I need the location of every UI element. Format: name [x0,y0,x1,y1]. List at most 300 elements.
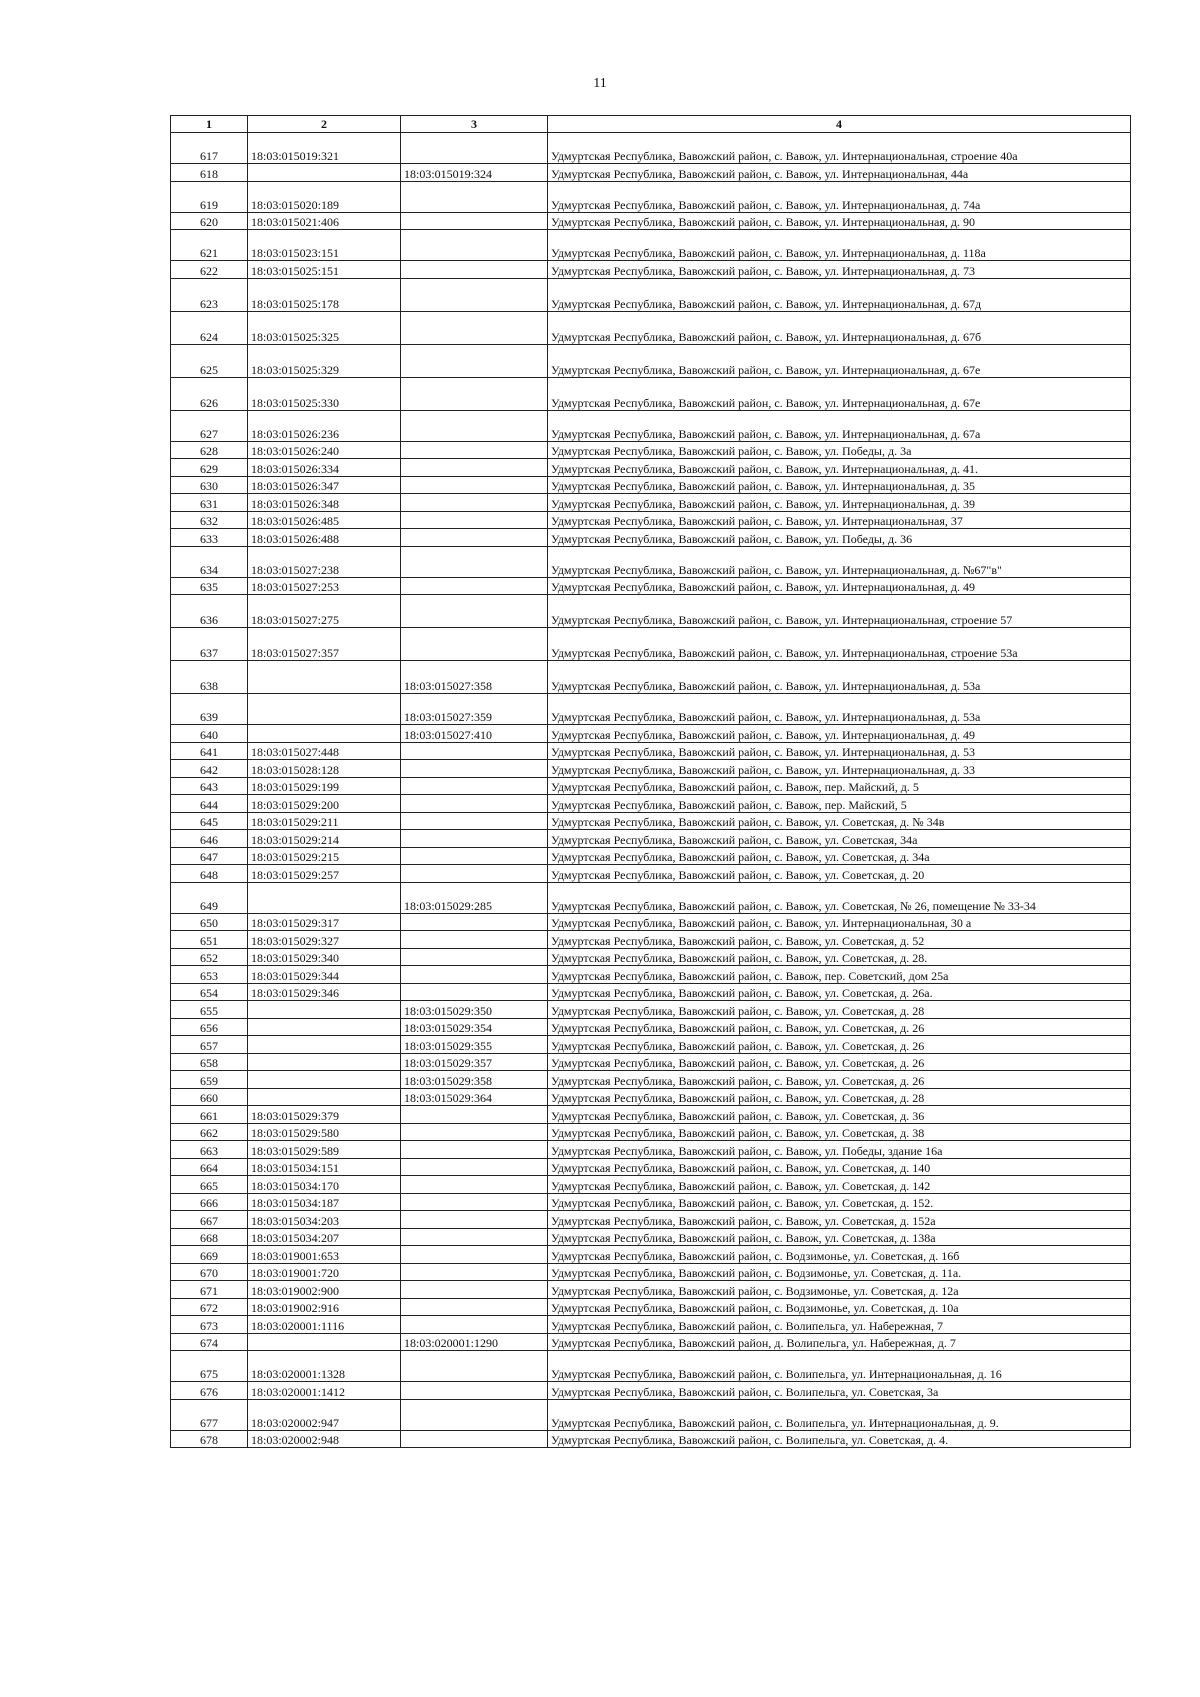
cadastral-number-parcel: 18:03:015026:348 [248,494,401,512]
cadastral-number-parcel: 18:03:015019:321 [248,133,401,164]
table-row [171,344,1131,377]
address: Удмуртская Республика, Вавожский район, с. Волипельга, ул. Интернациональная, д. 9. [548,1399,1131,1430]
cadastral-number-building [401,983,548,1001]
address: Удмуртская Республика, Вавожский район, с. Вавож, ул. Интернациональная, 30 а [548,913,1131,931]
row-number: 643 [171,777,248,795]
address: Удмуртская Республика, Вавожский район, с. Вавож, ул. Советская, д. 26 [548,1018,1131,1036]
address: Удмуртская Республика, Вавожский район, с. Вавож, ул. Советская, д. 26 [548,1071,1131,1089]
address: Удмуртская Республика, Вавожский район, с. Вавож, ул. Интернациональная, д. 67б [548,311,1131,344]
address: Удмуртская Республика, Вавожский район, с. Вавож, ул. Интернациональная, д. 33 [548,760,1131,778]
cadastral-number-parcel: 18:03:015025:325 [248,311,401,344]
address: Удмуртская Республика, Вавожский район, с. Вавож, ул. Советская, д. 152. [548,1193,1131,1211]
cadastral-number-building [401,1176,548,1194]
cadastral-number-building: 18:03:015027:359 [401,694,548,725]
cadastral-number-building [401,529,548,547]
row-number: 617 [171,133,248,164]
cadastral-number-parcel: 18:03:015034:203 [248,1211,401,1229]
cadastral-number-building [401,278,548,311]
cadastral-number-building [401,311,548,344]
row-number: 660 [171,1088,248,1106]
cadastral-number-building [401,1246,548,1264]
table-row [171,948,1131,966]
cadastral-number-parcel: 18:03:020002:948 [248,1430,401,1448]
address: Удмуртская Республика, Вавожский район, с. Вавож, ул. Интернациональная, д. 53 [548,742,1131,760]
table-row [171,812,1131,830]
table-row [171,966,1131,984]
table-row [171,164,1131,182]
address: Удмуртская Республика, Вавожский район, с. Водзимонье, ул. Советская, д. 10а [548,1298,1131,1316]
cadastral-number-parcel: 18:03:015029:346 [248,983,401,1001]
row-number: 651 [171,931,248,949]
cadastral-number-building [401,1158,548,1176]
row-number: 626 [171,377,248,410]
cadastral-number-building [401,948,548,966]
cadastral-number-parcel: 18:03:019001:720 [248,1263,401,1281]
address: Удмуртская Республика, Вавожский район, с. Вавож, ул. Советская, д. 38 [548,1123,1131,1141]
cadastral-number-parcel: 18:03:020001:1412 [248,1382,401,1400]
cadastral-number-building [401,1211,548,1229]
table-row [171,1333,1131,1351]
table-row [171,1001,1131,1019]
table-row [171,1298,1131,1316]
table-row [171,1176,1131,1194]
address: Удмуртская Республика, Вавожский район, с. Волипельга, ул. Набережная, 7 [548,1316,1131,1334]
address: Удмуртская Республика, Вавожский район, с. Вавож, ул. Интернациональная, д. 53а [548,661,1131,694]
cadastral-number-parcel: 18:03:015020:189 [248,181,401,212]
row-number: 637 [171,628,248,661]
row-number: 661 [171,1106,248,1124]
address: Удмуртская Республика, Вавожский район, с. Вавож, ул. Советская, д. 142 [548,1176,1131,1194]
address: Удмуртская Республика, Вавожский район, с. Вавож, ул. Интернациональная, д. 49 [548,725,1131,743]
table-row [171,661,1131,694]
address: Удмуртская Республика, Вавожский район, с. Вавож, ул. Интернациональная, д. 73 [548,261,1131,279]
cadastral-number-parcel [248,1018,401,1036]
cadastral-number-parcel: 18:03:015029:215 [248,847,401,865]
row-number: 628 [171,441,248,459]
table-row [171,931,1131,949]
address: Удмуртская Республика, Вавожский район, с. Вавож, ул. Советская, 34а [548,830,1131,848]
cadastral-number-building [401,830,548,848]
cadastral-number-parcel: 18:03:015027:253 [248,577,401,595]
cadastral-number-building [401,1263,548,1281]
table-row [171,261,1131,279]
cadastral-number-building [401,1123,548,1141]
address: Удмуртская Республика, Вавожский район, с. Вавож, ул. Интернациональная, строение 57 [548,595,1131,628]
row-number: 648 [171,865,248,883]
address: Удмуртская Республика, Вавожский район, с. Вавож, ул. Советская, д. 28 [548,1088,1131,1106]
row-number: 638 [171,661,248,694]
cadastral-number-building [401,230,548,261]
cadastral-number-parcel: 18:03:019002:916 [248,1298,401,1316]
row-number: 625 [171,344,248,377]
cadastral-number-parcel: 18:03:015026:334 [248,459,401,477]
table-row [171,1316,1131,1334]
table-row [171,882,1131,913]
cadastral-number-building [401,377,548,410]
cadastral-number-parcel: 18:03:015029:379 [248,1106,401,1124]
address: Удмуртская Республика, Вавожский район, с. Вавож, ул. Победы, здание 16а [548,1141,1131,1159]
cadastral-number-building: 18:03:015029:354 [401,1018,548,1036]
cadastral-number-parcel: 18:03:015027:357 [248,628,401,661]
row-number: 644 [171,795,248,813]
row-number: 619 [171,181,248,212]
row-number: 678 [171,1430,248,1448]
row-number: 669 [171,1246,248,1264]
cadastral-number-building [401,441,548,459]
header-col-4: 4 [548,116,1131,133]
cadastral-number-parcel: 18:03:015029:327 [248,931,401,949]
cadastral-number-building [401,1430,548,1448]
row-number: 629 [171,459,248,477]
cadastral-number-building: 18:03:015029:355 [401,1036,548,1054]
cadastral-number-parcel: 18:03:020001:1328 [248,1351,401,1382]
address: Удмуртская Республика, Вавожский район, с. Вавож, ул. Интернациональная, д. 67а [548,410,1131,441]
cadastral-number-parcel: 18:03:015027:238 [248,546,401,577]
cadastral-number-building: 18:03:015019:324 [401,164,548,182]
cadastral-number-parcel: 18:03:015025:151 [248,261,401,279]
cadastral-number-building [401,212,548,230]
address: Удмуртская Республика, Вавожский район, с. Волипельга, ул. Советская, 3а [548,1382,1131,1400]
address: Удмуртская Республика, Вавожский район, с. Вавож, пер. Советский, дом 25а [548,966,1131,984]
row-number: 654 [171,983,248,1001]
table-row [171,476,1131,494]
cadastral-number-building [401,742,548,760]
address: Удмуртская Республика, Вавожский район, с. Вавож, ул. Интернациональная, д. 39 [548,494,1131,512]
row-number: 642 [171,760,248,778]
address: Удмуртская Республика, Вавожский район, с. Вавож, ул. Советская, д. 26 [548,1036,1131,1054]
cadastral-number-building [401,1316,548,1334]
row-number: 658 [171,1053,248,1071]
table-row [171,694,1131,725]
table-row [171,529,1131,547]
address: Удмуртская Республика, Вавожский район, с. Вавож, ул. Советская, д. 28. [548,948,1131,966]
row-number: 655 [171,1001,248,1019]
cadastral-number-building: 18:03:015027:410 [401,725,548,743]
cadastral-number-parcel: 18:03:015027:448 [248,742,401,760]
cadastral-number-parcel [248,1088,401,1106]
row-number: 633 [171,529,248,547]
header-col-3: 3 [401,116,548,133]
cadastral-number-building: 18:03:015029:350 [401,1001,548,1019]
address: Удмуртская Республика, Вавожский район, с. Вавож, ул. Интернациональная, 37 [548,511,1131,529]
table-row [171,1106,1131,1124]
table-row [171,1263,1131,1281]
table-row [171,230,1131,261]
row-number: 665 [171,1176,248,1194]
table-row [171,1382,1131,1400]
address: Удмуртская Республика, Вавожский район, с. Вавож, ул. Советская, д. 140 [548,1158,1131,1176]
row-number: 668 [171,1228,248,1246]
row-number: 676 [171,1382,248,1400]
cadastral-number-parcel [248,1036,401,1054]
cadastral-number-parcel: 18:03:015026:488 [248,529,401,547]
cadastral-number-parcel: 18:03:015027:275 [248,595,401,628]
cadastral-number-building: 18:03:015027:358 [401,661,548,694]
row-number: 664 [171,1158,248,1176]
header-col-2: 2 [248,116,401,133]
cadastral-number-building [401,1141,548,1159]
row-number: 650 [171,913,248,931]
cadastral-number-parcel: 18:03:015023:151 [248,230,401,261]
row-number: 630 [171,476,248,494]
cadastral-number-parcel [248,164,401,182]
cadastral-number-building: 18:03:015029:357 [401,1053,548,1071]
row-number: 624 [171,311,248,344]
row-number: 673 [171,1316,248,1334]
cadastral-number-building [401,795,548,813]
address: Удмуртская Республика, Вавожский район, с. Вавож, ул. Интернациональная, д. 67д [548,278,1131,311]
table-row [171,983,1131,1001]
address: Удмуртская Республика, Вавожский район, с. Вавож, ул. Советская, д. 28 [548,1001,1131,1019]
table-row [171,377,1131,410]
cadastral-number-parcel: 18:03:015034:207 [248,1228,401,1246]
table-row [171,865,1131,883]
row-number: 672 [171,1298,248,1316]
cadastral-number-parcel [248,1071,401,1089]
table-row [171,1141,1131,1159]
cadastral-number-parcel: 18:03:015028:128 [248,760,401,778]
address: Удмуртская Республика, Вавожский район, с. Вавож, ул. Интернациональная, д. 35 [548,476,1131,494]
row-number: 639 [171,694,248,725]
cadastral-number-parcel: 18:03:015029:317 [248,913,401,931]
address: Удмуртская Республика, Вавожский район, с. Вавож, ул. Интернациональная, строение 40а [548,133,1131,164]
cadastral-number-parcel: 18:03:015029:344 [248,966,401,984]
address: Удмуртская Республика, Вавожский район, с. Вавож, ул. Интернациональная, д. 74а [548,181,1131,212]
table-row [171,1399,1131,1430]
address: Удмуртская Республика, Вавожский район, с. Вавож, ул. Интернациональная, д. 118а [548,230,1131,261]
address: Удмуртская Республика, Вавожский район, с. Вавож, ул. Интернациональная, д. 90 [548,212,1131,230]
table-row [171,760,1131,778]
cadastral-number-building [401,546,548,577]
table-row [171,181,1131,212]
cadastral-number-building [401,595,548,628]
cadastral-number-building [401,459,548,477]
cadastral-number-building [401,1281,548,1299]
cadastral-number-building [401,931,548,949]
row-number: 663 [171,1141,248,1159]
address: Удмуртская Республика, Вавожский район, с. Вавож, пер. Майский, д. 5 [548,777,1131,795]
cadastral-number-building [401,133,548,164]
cadastral-number-building [401,1193,548,1211]
address: Удмуртская Республика, Вавожский район, с. Водзимонье, ул. Советская, д. 16б [548,1246,1131,1264]
cadastral-number-parcel: 18:03:019002:900 [248,1281,401,1299]
cadastral-number-parcel [248,694,401,725]
cadastral-number-building [401,777,548,795]
address: Удмуртская Республика, Вавожский район, с. Вавож, ул. Интернациональная, 44а [548,164,1131,182]
table-row [171,1123,1131,1141]
address: Удмуртская Республика, Вавожский район, с. Волипельга, ул. Советская, д. 4. [548,1430,1131,1448]
cadastral-number-building: 18:03:015029:285 [401,882,548,913]
address: Удмуртская Республика, Вавожский район, с. Волипельга, ул. Интернациональная, д. 16 [548,1351,1131,1382]
cadastral-number-parcel: 18:03:020001:1116 [248,1316,401,1334]
cadastral-number-parcel: 18:03:015029:257 [248,865,401,883]
address: Удмуртская Республика, Вавожский район, с. Вавож, ул. Интернациональная, д. 67е [548,377,1131,410]
cadastral-number-building [401,628,548,661]
row-number: 653 [171,966,248,984]
row-number: 649 [171,882,248,913]
cadastral-number-parcel: 18:03:015026:236 [248,410,401,441]
table-row [171,1246,1131,1264]
registry-table [170,115,1131,1448]
cadastral-number-building [401,494,548,512]
address: Удмуртская Республика, Вавожский район, с. Вавож, ул. Победы, д. 36 [548,529,1131,547]
cadastral-number-parcel [248,1053,401,1071]
cadastral-number-parcel: 18:03:015029:340 [248,948,401,966]
address: Удмуртская Республика, Вавожский район, с. Вавож, ул. Советская, д. 26 [548,1053,1131,1071]
cadastral-number-parcel [248,882,401,913]
cadastral-number-building: 18:03:015029:364 [401,1088,548,1106]
cadastral-number-parcel: 18:03:015034:187 [248,1193,401,1211]
cadastral-number-parcel: 18:03:015025:178 [248,278,401,311]
table-row [171,1228,1131,1246]
cadastral-number-building [401,511,548,529]
cadastral-number-building: 18:03:015029:358 [401,1071,548,1089]
cadastral-number-parcel [248,661,401,694]
table-row [171,212,1131,230]
cadastral-number-building [401,1228,548,1246]
table-row [171,511,1131,529]
row-number: 662 [171,1123,248,1141]
cadastral-number-building: 18:03:020001:1290 [401,1333,548,1351]
row-number: 667 [171,1211,248,1229]
address: Удмуртская Республика, Вавожский район, с. Вавож, ул. Советская, д. 20 [548,865,1131,883]
row-number: 657 [171,1036,248,1054]
table-row [171,410,1131,441]
cadastral-number-parcel: 18:03:015034:170 [248,1176,401,1194]
table-row [171,494,1131,512]
cadastral-number-parcel: 18:03:015029:211 [248,812,401,830]
address: Удмуртская Республика, Вавожский район, с. Вавож, ул. Советская, д. 34а [548,847,1131,865]
cadastral-number-parcel: 18:03:015029:214 [248,830,401,848]
row-number: 632 [171,511,248,529]
cadastral-number-building [401,1298,548,1316]
address: Удмуртская Республика, Вавожский район, с. Вавож, ул. Советская, д. 138а [548,1228,1131,1246]
table-row [171,1281,1131,1299]
table-row [171,795,1131,813]
cadastral-number-building [401,1399,548,1430]
row-number: 631 [171,494,248,512]
cadastral-number-parcel: 18:03:015029:589 [248,1141,401,1159]
table-body [171,133,1131,1448]
cadastral-number-parcel: 18:03:015029:580 [248,1123,401,1141]
cadastral-number-building [401,476,548,494]
table-row [171,1430,1131,1448]
row-number: 671 [171,1281,248,1299]
row-number: 634 [171,546,248,577]
table-row [171,1158,1131,1176]
table-row [171,913,1131,931]
cadastral-number-parcel: 18:03:015026:485 [248,511,401,529]
cadastral-number-parcel [248,1333,401,1351]
cadastral-number-building [401,865,548,883]
row-number: 641 [171,742,248,760]
table-row [171,725,1131,743]
row-number: 636 [171,595,248,628]
cadastral-number-building [401,760,548,778]
address: Удмуртская Республика, Вавожский район, с. Вавож, ул. Интернациональная, д. 41. [548,459,1131,477]
address: Удмуртская Республика, Вавожский район, с. Вавож, ул. Интернациональная, д. 49 [548,577,1131,595]
cadastral-number-parcel: 18:03:015025:329 [248,344,401,377]
table-row [171,1018,1131,1036]
cadastral-number-building [401,812,548,830]
table-row [171,1351,1131,1382]
row-number: 635 [171,577,248,595]
table-row [171,742,1131,760]
address: Удмуртская Республика, Вавожский район, с. Вавож, ул. Советская, д. 36 [548,1106,1131,1124]
cadastral-number-building [401,181,548,212]
cadastral-number-parcel: 18:03:015026:347 [248,476,401,494]
row-number: 656 [171,1018,248,1036]
table-row [171,628,1131,661]
address: Удмуртская Республика, Вавожский район, с. Вавож, пер. Майский, 5 [548,795,1131,813]
cadastral-number-building [401,344,548,377]
address: Удмуртская Республика, Вавожский район, с. Вавож, ул. Советская, д. 26а. [548,983,1131,1001]
row-number: 623 [171,278,248,311]
address: Удмуртская Республика, Вавожский район, с. Вавож, ул. Интернациональная, строение 53а [548,628,1131,661]
address: Удмуртская Республика, Вавожский район, с. Вавож, ул. Советская, д. 152а [548,1211,1131,1229]
header-row [171,116,1131,133]
cadastral-number-building [401,1106,548,1124]
address: Удмуртская Республика, Вавожский район, с. Вавож, ул. Советская, д. № 34в [548,812,1131,830]
table-row [171,830,1131,848]
address: Удмуртская Республика, Вавожский район, с. Вавож, ул. Победы, д. 3а [548,441,1131,459]
table-row [171,1071,1131,1089]
cadastral-number-parcel: 18:03:015021:406 [248,212,401,230]
table-row [171,595,1131,628]
cadastral-number-parcel: 18:03:015025:330 [248,377,401,410]
row-number: 652 [171,948,248,966]
row-number: 674 [171,1333,248,1351]
address: Удмуртская Республика, Вавожский район, с. Вавож, ул. Интернациональная, д. №67"в" [548,546,1131,577]
row-number: 645 [171,812,248,830]
header-col-1: 1 [171,116,248,133]
cadastral-number-building [401,847,548,865]
cadastral-number-building [401,261,548,279]
cadastral-number-parcel: 18:03:019001:653 [248,1246,401,1264]
table-row [171,311,1131,344]
table-row [171,577,1131,595]
table-row [171,1053,1131,1071]
table-row [171,278,1131,311]
table-row [171,1088,1131,1106]
cadastral-number-parcel: 18:03:015034:151 [248,1158,401,1176]
cadastral-number-parcel: 18:03:015029:200 [248,795,401,813]
row-number: 647 [171,847,248,865]
cadastral-number-parcel: 18:03:015029:199 [248,777,401,795]
row-number: 666 [171,1193,248,1211]
address: Удмуртская Республика, Вавожский район, с. Вавож, ул. Интернациональная, д. 53а [548,694,1131,725]
cadastral-number-parcel [248,725,401,743]
row-number: 659 [171,1071,248,1089]
cadastral-number-building [401,1351,548,1382]
address: Удмуртская Республика, Вавожский район, д. Волипельга, ул. Набережная, д. 7 [548,1333,1131,1351]
row-number: 677 [171,1399,248,1430]
cadastral-number-building [401,577,548,595]
table-row [171,459,1131,477]
cadastral-number-parcel: 18:03:020002:947 [248,1399,401,1430]
address: Удмуртская Республика, Вавожский район, с. Вавож, ул. Советская, № 26, помещение № 33-34 [548,882,1131,913]
cadastral-number-building [401,410,548,441]
table-row [171,133,1131,164]
row-number: 618 [171,164,248,182]
address: Удмуртская Республика, Вавожский район, с. Водзимонье, ул. Советская, д. 11а. [548,1263,1131,1281]
table-row [171,1211,1131,1229]
table-row [171,847,1131,865]
row-number: 622 [171,261,248,279]
cadastral-number-parcel [248,1001,401,1019]
address: Удмуртская Республика, Вавожский район, с. Водзимонье, ул. Советская, д. 12а [548,1281,1131,1299]
row-number: 640 [171,725,248,743]
